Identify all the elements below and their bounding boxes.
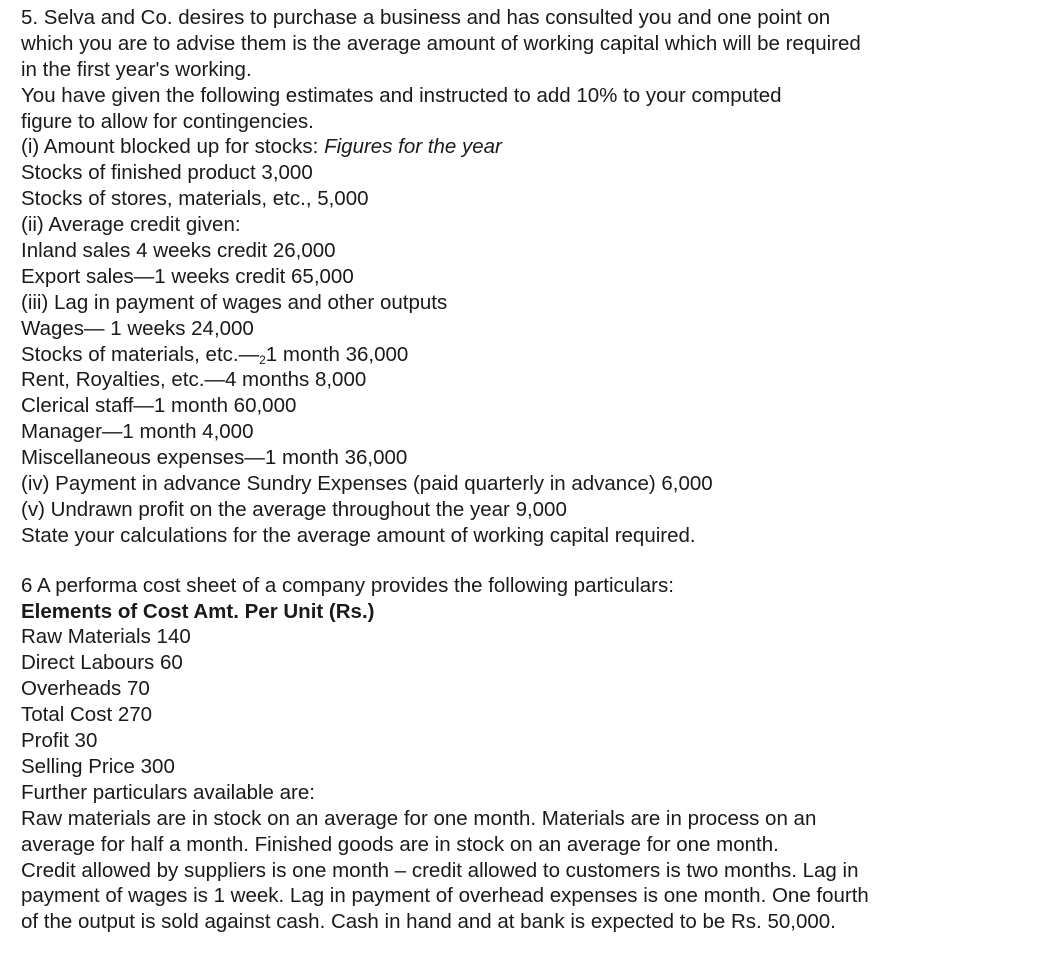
cost-item: Total Cost 270 xyxy=(21,703,153,727)
q6-paragraph-line: Credit allowed by suppliers is one month – credit allowed to customers is two months. Lag in xyxy=(21,858,859,882)
stock-item: Stocks of stores, materials, etc., 5,000 xyxy=(21,187,369,211)
q6-paragraph-line: of the output is sold against cash. Cash in hand and at bank is expected to be Rs. 50,000. xyxy=(21,910,836,934)
q6-paragraph-line: average for half a month. Finished goods are in stock on an average for one month. xyxy=(21,832,779,856)
lag-heading: (iii) Lag in payment of wages and other outputs xyxy=(21,290,448,314)
q6-paragraph-line: Raw materials are in stock on an average for one month. Materials are in process on an xyxy=(21,806,817,830)
cost-item: Selling Price 300 xyxy=(21,754,175,778)
stocks-heading-text: (i) Amount blocked up for stocks: xyxy=(21,135,319,159)
cut-off-next-line xyxy=(21,958,921,972)
materials-prefix: Stocks of materials, etc.— xyxy=(21,342,260,366)
credit-item: Inland sales 4 weeks credit 26,000 xyxy=(21,239,336,263)
credit-heading: (ii) Average credit given: xyxy=(21,213,241,237)
materials-suffix: 1 month 36,000 xyxy=(265,342,409,366)
lag-item: Manager—1 month 4,000 xyxy=(21,420,254,444)
q5-intro-line: figure to allow for contingencies. xyxy=(21,109,314,133)
q6-paragraph-line: payment of wages is 1 week. Lag in payment of overhead expenses is one month. One fourth xyxy=(21,884,869,908)
stock-item: Stocks of finished product 3,000 xyxy=(21,161,313,185)
question-6 xyxy=(21,573,1041,935)
q5-intro-line: in the first year's working. xyxy=(21,57,252,81)
credit-item: Export sales—1 weeks credit 65,000 xyxy=(21,264,354,288)
cost-item: Overheads 70 xyxy=(21,677,150,701)
lag-item: Miscellaneous expenses—1 month 36,000 xyxy=(21,446,408,470)
q5-closing: State your calculations for the average amount of working capital required. xyxy=(21,523,696,547)
stocks-heading xyxy=(21,134,1041,160)
lag-item-wages: Wages— 1 weeks 24,000 xyxy=(21,316,254,340)
section-gap xyxy=(21,549,1041,573)
q5-intro-line: which you are to advise them is the average amount of working capital which will be required xyxy=(21,31,861,55)
undrawn-profit: (v) Undrawn profit on the average throughout the year 9,000 xyxy=(21,497,567,521)
cost-item: Direct Labours 60 xyxy=(21,651,183,675)
lag-item: Clerical staff—1 month 60,000 xyxy=(21,394,297,418)
cost-item: Profit 30 xyxy=(21,729,98,753)
stocks-heading-italic: Figures for the year xyxy=(324,135,502,159)
cost-item: Raw Materials 140 xyxy=(21,625,191,649)
further-heading: Further particulars available are: xyxy=(21,780,315,804)
q6-intro: 6 A performa cost sheet of a company provides the following particulars: xyxy=(21,573,674,597)
question-5 xyxy=(21,5,1041,549)
document-page xyxy=(21,5,1041,935)
q5-intro-line: You have given the following estimates and instructed to add 10% to your computed xyxy=(21,83,782,107)
cost-table-heading: Elements of Cost Amt. Per Unit (Rs.) xyxy=(21,599,375,623)
q5-intro-line: 5. Selva and Co. desires to purchase a business and has consulted you and one point on xyxy=(21,6,831,29)
lag-item: Rent, Royalties, etc.—4 months 8,000 xyxy=(21,368,367,392)
lag-item-materials xyxy=(21,342,1041,368)
materials-subscript: 2 xyxy=(259,352,266,367)
advance-payment: (iv) Payment in advance Sundry Expenses (paid quarterly in advance) 6,000 xyxy=(21,472,713,496)
